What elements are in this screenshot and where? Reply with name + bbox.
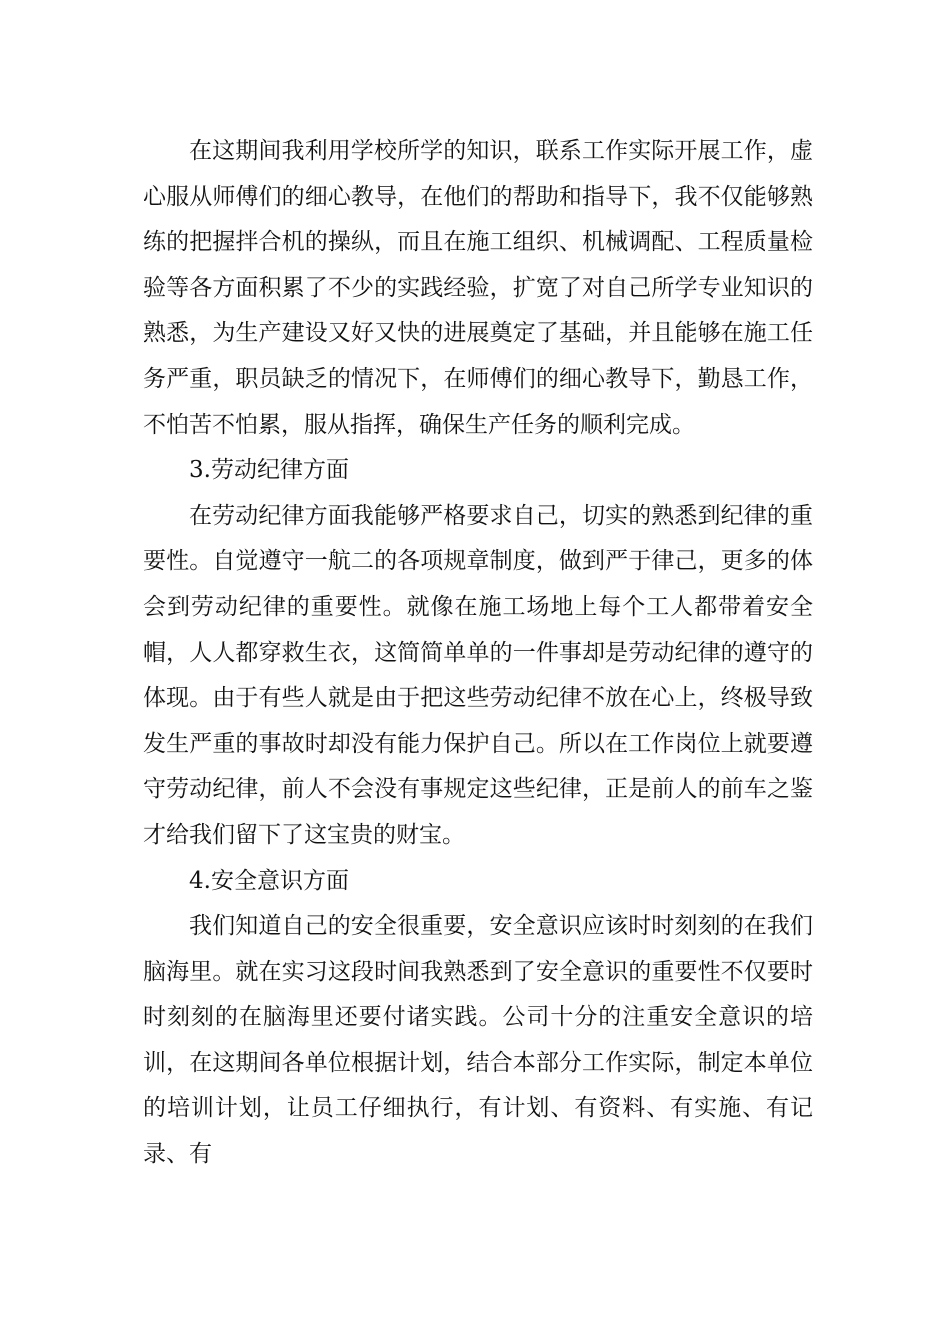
document-body: [143, 129, 813, 1178]
section-heading-safety-awareness: 4.安全意识方面: [189, 867, 349, 894]
section-heading-labor-discipline: 3.劳动纪律方面: [189, 457, 349, 484]
paragraph-safety-awareness: 我们知道自己的安全很重要，安全意识应该时时刻刻的在我们脑海里。就在实习这段时间我熟悉到了安全意识的重要性不仅要时时刻刻的在脑海里还要付诸实践。公司十分的注重安全意识的培训，在这期间各单位根据计划，结合本部分工作实际，制定本单位的培训计划，让员工仔细执行，有计划、有资料、有实施、有记录、有: [143, 913, 813, 1168]
paragraph-practice-summary: 在这期间我利用学校所学的知识，联系工作实际开展工作，虚心服从师傅们的细心教导，在他们的帮助和指导下，我不仅能够熟练的把握拌合机的操纵，而且在施工组织、机械调配、工程质量检验等各方面积累了不少的实践经验，扩宽了对自己所学专业知识的熟悉，为生产建设又好又快的进展奠定了基础，并且能够在施工任务严重，职员缺乏的情况下，在师傅们的细心教导下，勤恳工作，不怕苦不怕累，服从指挥，确保生产任务的顺利完成。: [143, 138, 813, 438]
paragraph-labor-discipline: 在劳动纪律方面我能够严格要求自己，切实的熟悉到纪律的重要性。自觉遵守一航二的各项规章制度，做到严于律己，更多的体会到劳动纪律的重要性。就像在施工场地上每个工人都带着安全帽，人人都穿救生衣，这简简单单的一件事却是劳动纪律的遵守的体现。由于有些人就是由于把这些劳动纪律不放在心上，终极导致发生严重的事故时却没有能力保护自己。所以在工作岗位上就要遵守劳动纪律，前人不会没有事规定这些纪律，正是前人的前车之鉴才给我们留下了这宝贵的财宝。: [143, 502, 813, 848]
